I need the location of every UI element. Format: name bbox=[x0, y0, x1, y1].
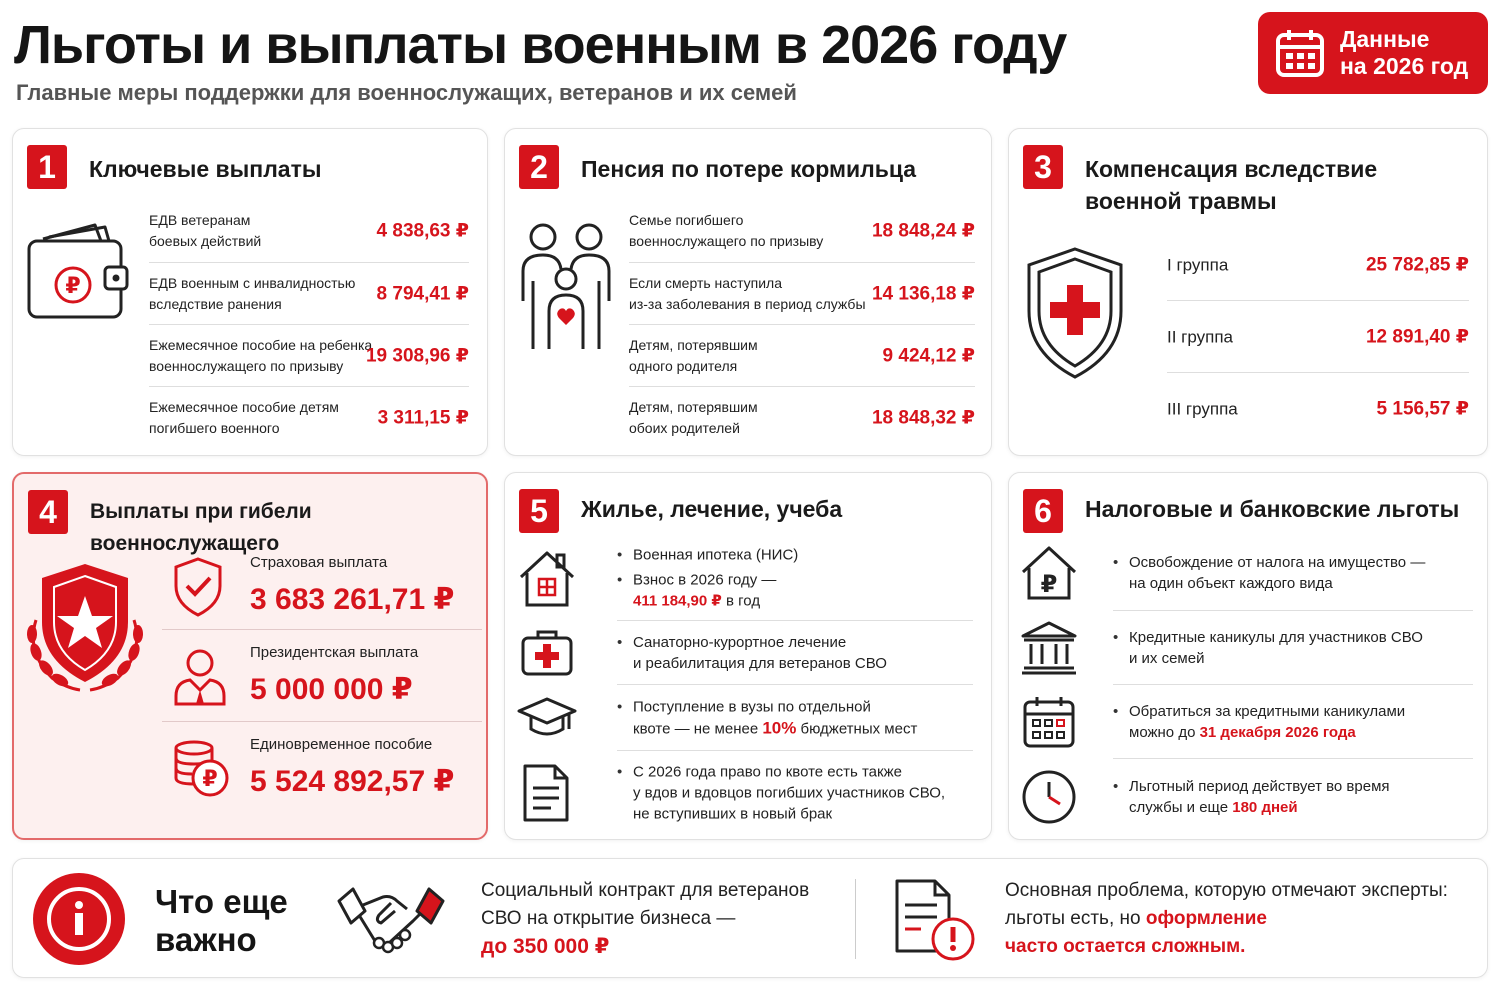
list-item: Семье погибшего военнослужащего по призыву 18 848,24 ₽ bbox=[629, 199, 975, 263]
pension-value: 18 848,24 ₽ bbox=[871, 220, 975, 241]
social-contract-amount: до 350 000 ₽ bbox=[481, 935, 610, 958]
list-item: ЕДВ военным с инвалидностью вследствие ранения 8 794,41 ₽ bbox=[149, 263, 469, 325]
coins-ruble-icon bbox=[172, 738, 232, 800]
date-badge bbox=[1258, 12, 1488, 94]
list-item: Ежемесячное пособие на ребенка военнослужащего по призыву 19 308,96 ₽ bbox=[149, 325, 469, 387]
card-number: 5 bbox=[519, 489, 559, 533]
info-icon bbox=[33, 873, 125, 965]
graduation-cap-icon bbox=[517, 695, 577, 741]
list-item: • Обратиться за кредитными каникулами можно до 31 декабря 2026 года bbox=[1113, 685, 1473, 759]
medkit-icon bbox=[519, 628, 575, 678]
pension-value: 14 136,18 ₽ bbox=[871, 283, 975, 304]
death-payment-amount: 3 683 261,71 ₽ bbox=[250, 583, 455, 616]
deadline-date: 31 декабря 2026 года bbox=[1199, 723, 1356, 741]
card-number: 3 bbox=[1023, 145, 1063, 189]
card-death-payments bbox=[12, 472, 488, 840]
house-ruble-icon bbox=[1019, 544, 1079, 602]
card-housing-health-education bbox=[504, 472, 992, 840]
card-key-payments bbox=[12, 128, 488, 456]
bank-icon bbox=[1020, 620, 1078, 676]
page-title: Льготы и выплаты военным в 2026 году bbox=[14, 15, 1067, 75]
badge-line-1: Данные bbox=[1340, 26, 1430, 52]
calendar-icon bbox=[1021, 694, 1077, 750]
list-item: • Кредитные каникулы для участников СВО и их семей bbox=[1113, 611, 1473, 685]
list-item: Президентская выплата 5 000 000 ₽ bbox=[162, 630, 482, 722]
house-icon bbox=[517, 547, 577, 609]
important-heading: Что еще важно bbox=[155, 883, 288, 958]
list-item: Если смерть наступила из-за заболевания в период службы 14 136,18 ₽ bbox=[629, 263, 975, 325]
payment-value: 8 794,41 ₽ bbox=[376, 283, 469, 304]
list-item: • Санаторно-курортное лечение и реабилитация для ветеранов СВО bbox=[617, 621, 973, 685]
social-contract-note: Социальный контракт для ветеранов СВО на открытие бизнеса — до 350 000 ₽ bbox=[481, 877, 809, 961]
death-payment-amount: 5 000 000 ₽ bbox=[250, 673, 413, 706]
card-title: Ключевые выплаты bbox=[89, 156, 322, 182]
card-title: Пенсия по потере кормильца bbox=[581, 156, 917, 182]
document-warning-icon bbox=[893, 877, 977, 963]
grace-period-days: 180 дней bbox=[1232, 799, 1298, 816]
compensation-value: 12 891,40 ₽ bbox=[1365, 326, 1469, 347]
card-title: Выплаты при гибели военнослужащего bbox=[90, 500, 312, 555]
divider bbox=[855, 879, 856, 959]
wallet-ruble-icon bbox=[25, 221, 131, 321]
list-item: III группа 5 156,57 ₽ bbox=[1167, 398, 1469, 420]
calendar-icon bbox=[1274, 27, 1326, 79]
handshake-icon bbox=[335, 881, 447, 959]
list-item: ₽ • Освобождение от налога на имущество — на один объект каждого вида bbox=[1113, 535, 1473, 611]
card-number: 1 bbox=[27, 145, 67, 189]
card-tax-bank-benefits bbox=[1008, 472, 1488, 840]
list-item: Ежемесячное пособие детям погибшего военного 3 311,15 ₽ bbox=[149, 399, 469, 436]
person-icon bbox=[172, 646, 228, 708]
compensation-value: 5 156,57 ₽ bbox=[1376, 398, 1469, 420]
family-icon bbox=[515, 221, 615, 351]
card-number: 2 bbox=[519, 145, 559, 189]
shield-star-icon bbox=[22, 560, 148, 696]
list-item: Детям, потерявшим одного родителя 9 424,12 ₽ bbox=[629, 325, 975, 387]
list-item: • Льготный период действует во время службы и еще 180 дней bbox=[1113, 759, 1473, 835]
card-title: Компенсация вследствие военной травмы bbox=[1085, 156, 1378, 214]
pension-value: 18 848,32 ₽ bbox=[871, 407, 975, 429]
shield-cross-icon bbox=[1023, 245, 1127, 381]
svg-text:₽: ₽ bbox=[1040, 569, 1058, 598]
bottom-notes bbox=[12, 858, 1488, 978]
card-number: 4 bbox=[28, 490, 68, 534]
mortgage-contribution: 411 184,90 ₽ bbox=[633, 592, 722, 609]
card-injury-compensation bbox=[1008, 128, 1488, 456]
payment-value: 3 311,15 ₽ bbox=[377, 407, 469, 429]
shield-check-icon bbox=[172, 556, 224, 618]
death-payment-amount: 5 524 892,57 ₽ bbox=[250, 765, 455, 798]
card-title: Налоговые и банковские льготы bbox=[1085, 496, 1460, 522]
experts-problem-note: Основная проблема, которую отмечают эксперты: льготы есть, но оформление часто остается сложным. bbox=[1005, 880, 1448, 957]
card-title: Жилье, лечение, учеба bbox=[581, 496, 843, 522]
list-item: ЕДВ ветеранам боевых действий 4 838,63 ₽ bbox=[149, 199, 469, 263]
pension-value: 9 424,12 ₽ bbox=[882, 345, 975, 366]
list-item: II группа 12 891,40 ₽ bbox=[1167, 301, 1469, 373]
payment-value: 4 838,63 ₽ bbox=[376, 220, 469, 241]
list-item: Детям, потерявшим обоих родителей 18 848,32 ₽ bbox=[629, 399, 975, 436]
document-icon bbox=[521, 762, 571, 824]
card-number: 6 bbox=[1023, 489, 1063, 533]
list-item: I группа 25 782,85 ₽ bbox=[1167, 229, 1469, 301]
list-item: • Поступление в вузы по отдельной квоте — не менее 10% бюджетных мест bbox=[617, 685, 973, 751]
svg-text:₽: ₽ bbox=[202, 767, 218, 792]
list-item: • С 2026 года право по квоте есть также у вдов и вдовцов погибших участников СВО, не вступивших в новый брак bbox=[617, 751, 973, 835]
badge-line-2: на 2026 год bbox=[1340, 53, 1469, 79]
list-item: • Военная ипотека (НИС) • Взнос в 2026 году — 411 184,90 ₽ в год bbox=[617, 535, 973, 621]
list-item: Страховая выплата 3 683 261,71 ₽ bbox=[162, 540, 482, 630]
svg-text:₽: ₽ bbox=[65, 274, 81, 299]
payment-value: 19 308,96 ₽ bbox=[365, 345, 469, 366]
card-survivor-pension bbox=[504, 128, 992, 456]
page-subtitle: Главные меры поддержки для военнослужащих, ветеранов и их семей bbox=[16, 80, 797, 105]
compensation-value: 25 782,85 ₽ bbox=[1365, 254, 1469, 275]
clock-icon bbox=[1020, 768, 1078, 826]
list-item: ₽ Единовременное пособие 5 524 892,57 ₽ bbox=[162, 722, 482, 818]
quota-percent: 10% bbox=[762, 718, 797, 737]
